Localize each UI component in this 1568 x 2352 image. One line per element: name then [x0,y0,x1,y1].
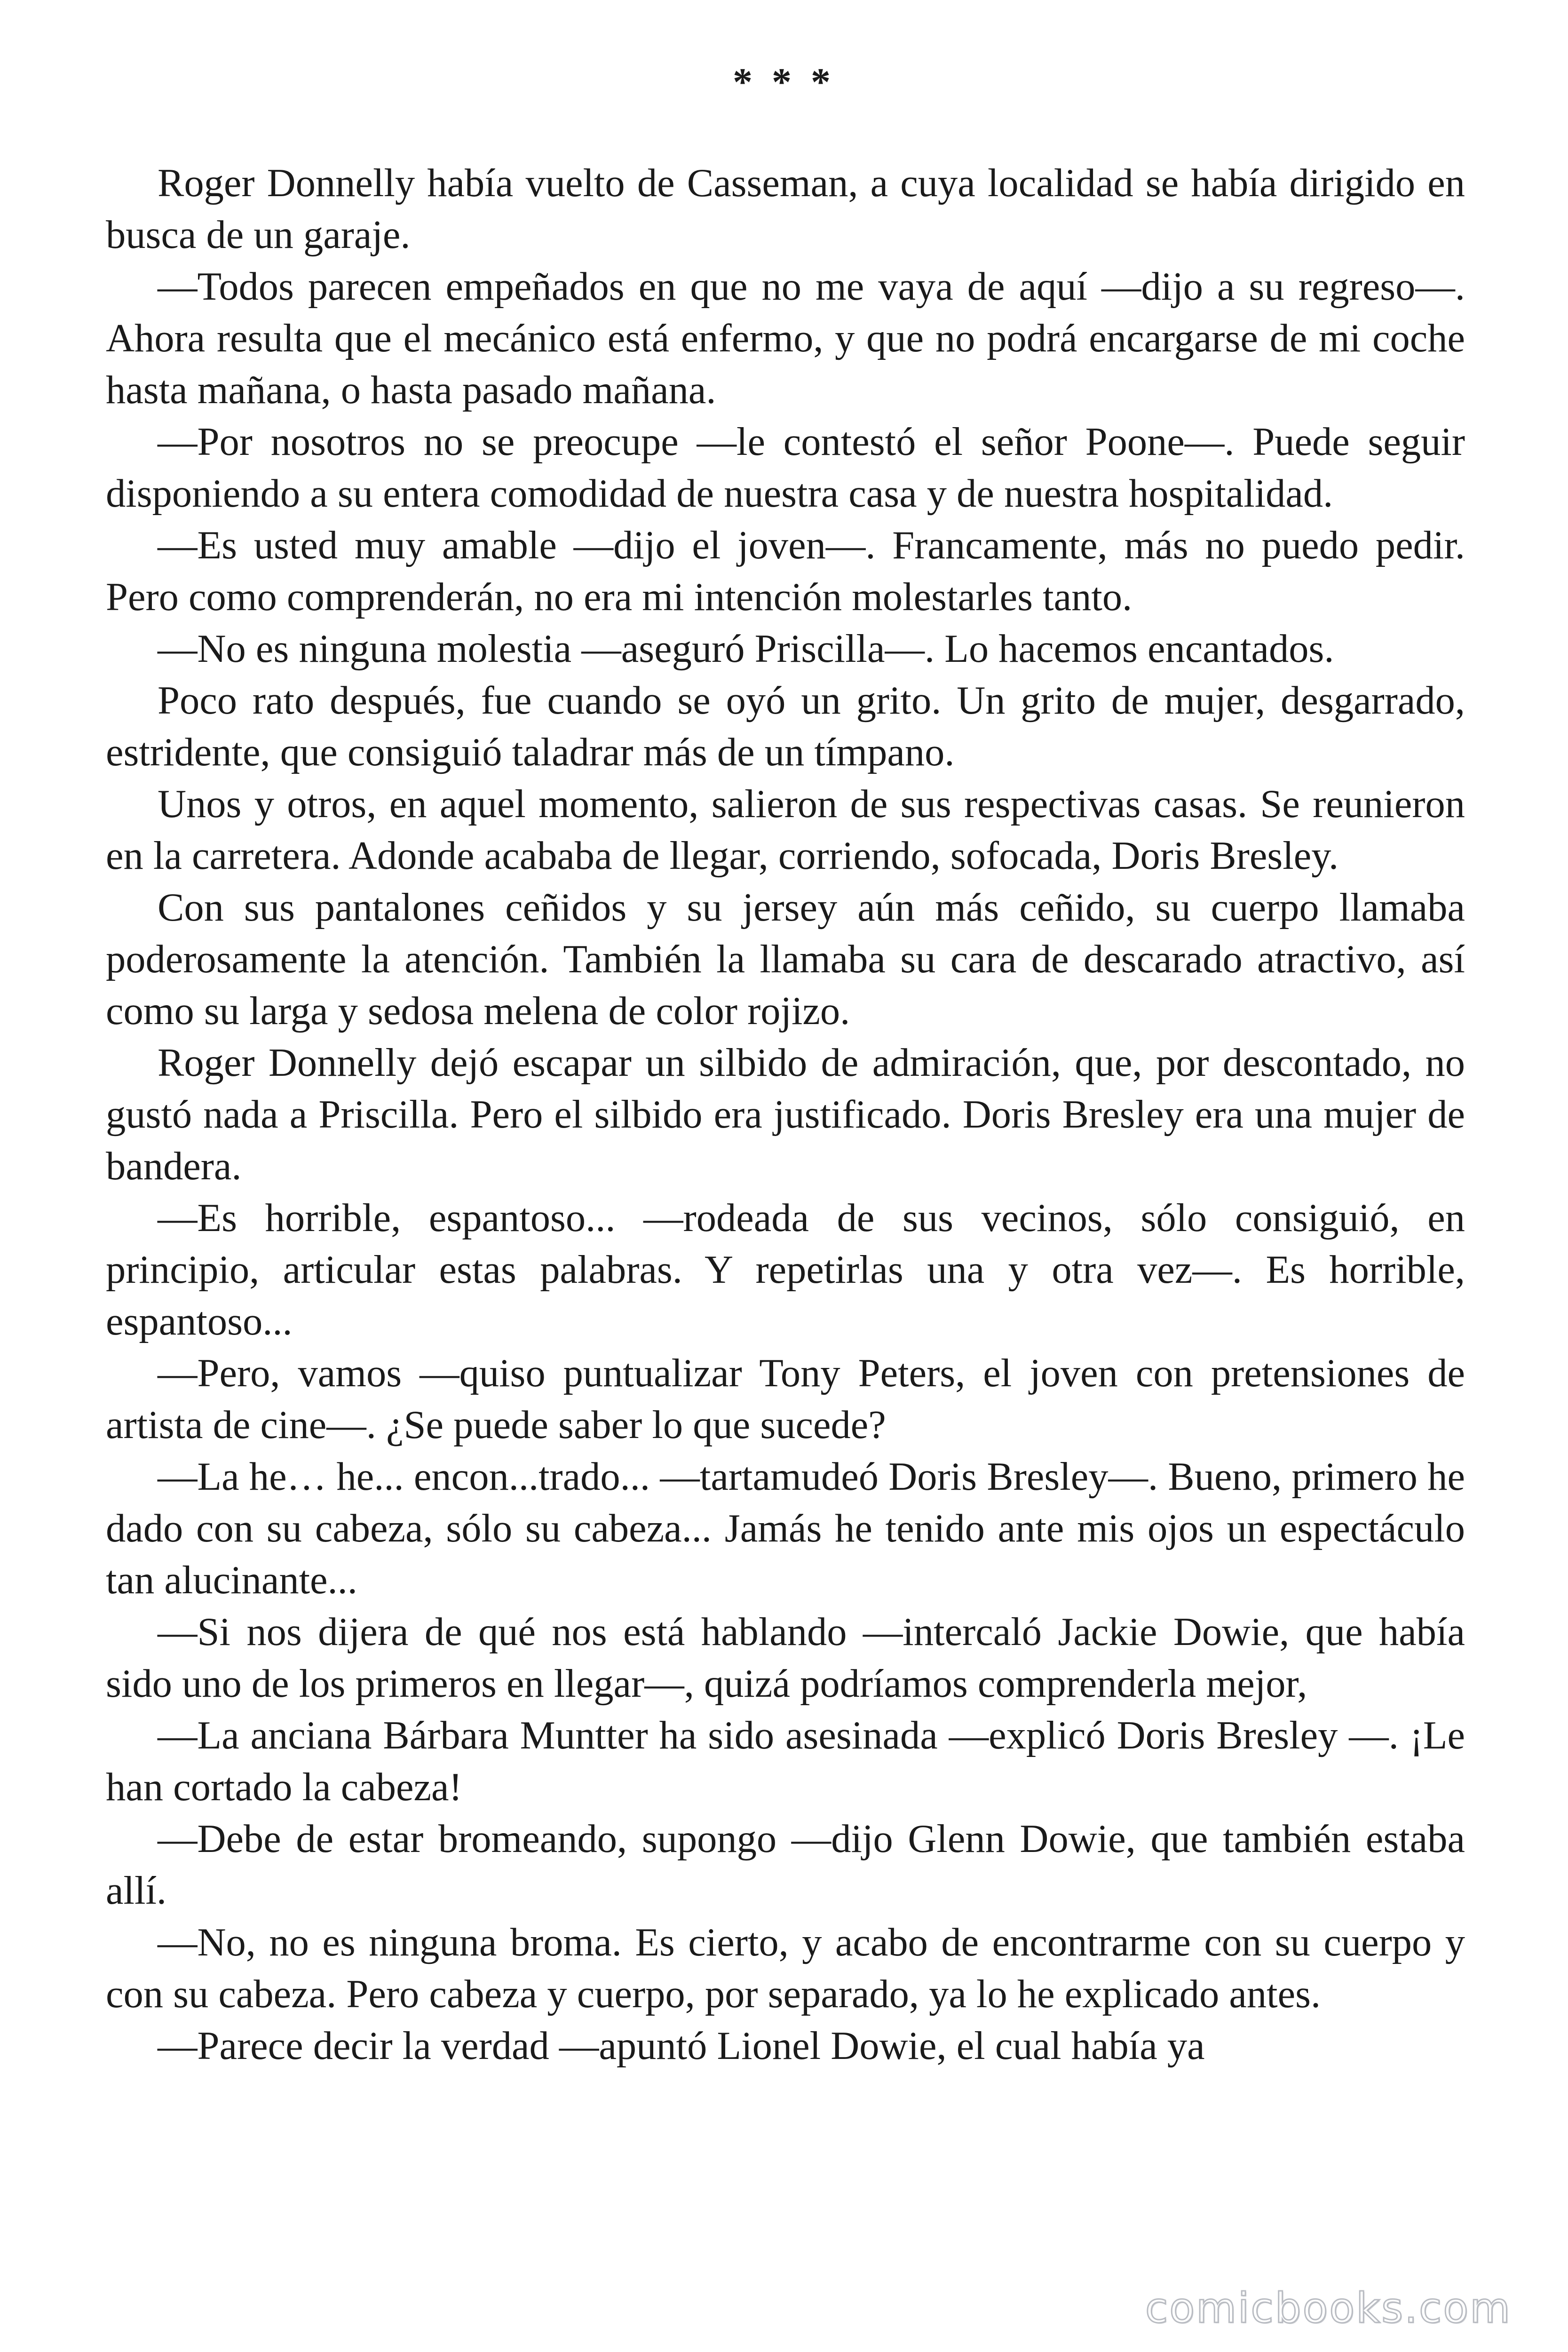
paragraph: —Por nosotros no se preocupe —le contestó el señor Poone—. Puede seguir disponiendo a su entera comodidad de nuestra casa y de nuestra hospitalidad. [106,420,1465,516]
watermark: comicbooks.com [1145,2284,1512,2332]
paragraph: Roger Donnelly dejó escapar un silbido de admiración, que, por descontado, no gustó nada a Priscilla. Pero el silbido era justificado. Doris Bresley era una mujer de bandera. [106,1041,1465,1188]
paragraph: —Parece decir la verdad —apuntó Lionel Dowie, el cual había ya [158,2024,1205,2068]
paragraph: —Es usted muy amable —dijo el joven—. Francamente, más no puedo pedir. Pero como comprenderán, no era mi intención molestarles tanto. [106,524,1465,619]
paragraph: —Todos parecen empeñados en que no me vaya de aquí —dijo a su regreso—. Ahora resulta que el mecánico está enfermo, y que no podrá encargarse de mi coche hasta mañana, o hasta pasado mañana. [106,265,1465,412]
section-separator: * * * [733,60,835,104]
paragraph: Poco rato después, fue cuando se oyó un grito. Un grito de mujer, desgarrado, estridente, que consiguió taladrar más de un tímpano. [106,679,1465,774]
paragraph: —No, no es ninguna broma. Es cierto, y acabo de encontrarme con su cuerpo y con su cabeza. Pero cabeza y cuerpo, por separado, ya lo he explicado antes. [106,1921,1465,2016]
paragraph: —Debe de estar bromeando, supongo —dijo Glenn Dowie, que también estaba allí. [106,1817,1465,1913]
paragraph: —No es ninguna molestia —aseguró Priscilla—. Lo hacemos encantados. [158,627,1334,671]
body-text [106,158,1465,2072]
paragraph: —La anciana Bárbara Muntter ha sido asesinada —explicó Doris Bresley —. ¡Le han cortado la cabeza! [106,1714,1465,1809]
paragraph: —Si nos dijera de qué nos está hablando —intercaló Jackie Dowie, que había sido uno de los primeros en llegar—, quizá podríamos comprenderla mejor, [106,1610,1465,1706]
paragraph: —La he… he... encon...trado... —tartamudeó Doris Bresley—. Bueno, primero he dado con su cabeza, sólo su cabeza... Jamás he tenido ante mis ojos un espectáculo tan alucinante... [106,1455,1465,1602]
paragraph: Roger Donnelly había vuelto de Casseman, a cuya localidad se había dirigido en busca de un garaje. [106,161,1465,257]
paragraph: Con sus pantalones ceñidos y su jersey aún más ceñido, su cuerpo llamaba poderosamente la atención. También la llamaba su cara de descarado atractivo, así como su larga y sedosa melena de color rojizo. [106,886,1465,1033]
paragraph: —Pero, vamos —quiso puntualizar Tony Peters, el joven con pretensiones de artista de cine—. ¿Se puede saber lo que sucede? [106,1351,1465,1447]
paragraph: —Es horrible, espantoso... —rodeada de sus vecinos, sólo consiguió, en principio, articular estas palabras. Y repetirlas una y otra vez—. Es horrible, espantoso... [106,1196,1465,1343]
paragraph: Unos y otros, en aquel momento, salieron de sus respectivas casas. Se reunieron en la carretera. Adonde acababa de llegar, corriendo, sofocada, Doris Bresley. [106,782,1465,878]
